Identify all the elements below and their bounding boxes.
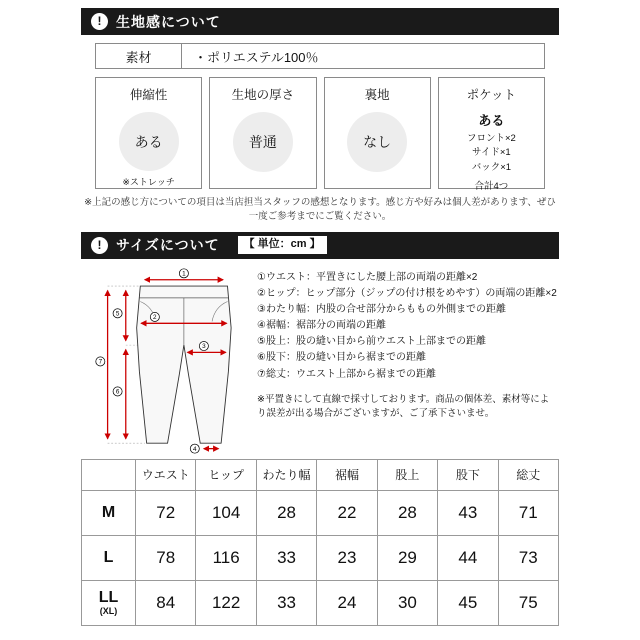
spec-value: なし bbox=[363, 134, 392, 150]
spec-value-circle bbox=[347, 112, 407, 172]
size-table bbox=[81, 459, 559, 626]
spec-note: ※ストレッチ bbox=[122, 177, 175, 187]
size-label-text: L bbox=[103, 548, 114, 566]
size-column-header: ヒップ bbox=[196, 459, 256, 490]
size-diagram-area bbox=[81, 259, 559, 457]
size-column-header: 股上 bbox=[377, 459, 437, 490]
size-section-header bbox=[81, 232, 559, 259]
size-value-cell: 29 bbox=[377, 535, 437, 580]
measure-legend-line: ④裾幅：裾部分の両端の距離 bbox=[257, 320, 386, 332]
size-value-cell: 33 bbox=[256, 535, 316, 580]
unit-badge: 【 単位：cm 】 bbox=[238, 236, 327, 253]
size-value-cell: 122 bbox=[196, 580, 256, 625]
measure-legend-list bbox=[257, 270, 557, 383]
material-value: ・ポリエステル100％ bbox=[194, 49, 319, 65]
size-value-cell: 24 bbox=[317, 580, 377, 625]
svg-text:2: 2 bbox=[153, 313, 157, 321]
spec-boxes bbox=[95, 77, 545, 192]
diagram-label-thigh bbox=[199, 341, 208, 350]
material-table bbox=[95, 43, 545, 69]
pocket-detail-line: フロント×2 bbox=[466, 133, 516, 144]
svg-text:4: 4 bbox=[193, 445, 197, 453]
product-info-page bbox=[81, 0, 559, 626]
measure-legend bbox=[257, 267, 559, 455]
size-table-row bbox=[82, 535, 559, 580]
pocket-detail-line: サイド×1 bbox=[472, 147, 511, 159]
size-table-corner-cell bbox=[82, 459, 136, 490]
spec-title: ポケット bbox=[466, 88, 517, 102]
size-column-header: ウエスト bbox=[136, 459, 196, 490]
measure-legend-line: ⑥股下：股の縫い目から裾までの距離 bbox=[257, 352, 426, 364]
size-value-cell: 33 bbox=[256, 580, 316, 625]
diagram-label-rise bbox=[113, 308, 122, 317]
pocket-detail-line: バック×1 bbox=[471, 161, 512, 173]
size-label-text: LL bbox=[98, 588, 119, 606]
size-value-cell: 28 bbox=[256, 490, 316, 535]
size-column-header: わたり幅 bbox=[256, 459, 316, 490]
spec-value-circle bbox=[119, 112, 179, 171]
pocket-details bbox=[467, 132, 516, 175]
size-column-header: 裾幅 bbox=[317, 459, 377, 490]
diagram-label-hem bbox=[190, 444, 199, 453]
spec-box-stretch bbox=[95, 77, 202, 189]
spec-value: ある bbox=[134, 133, 163, 150]
pocket-value: ある bbox=[478, 113, 505, 128]
size-column-header: 総丈 bbox=[498, 459, 558, 490]
pocket-total: 合計4つ bbox=[474, 180, 509, 192]
svg-text:6: 6 bbox=[115, 388, 120, 396]
size-value-cell: 104 bbox=[196, 490, 256, 535]
size-value-cell: 30 bbox=[377, 580, 437, 625]
size-table-row bbox=[82, 490, 559, 535]
size-section bbox=[81, 232, 559, 626]
measure-legend-line: ⑦総丈：ウエスト上部から裾までの距離 bbox=[257, 368, 436, 380]
svg-text:5: 5 bbox=[115, 310, 120, 318]
size-label-text: M bbox=[101, 503, 116, 521]
diagram-label-hip bbox=[150, 312, 159, 321]
spec-box-lining bbox=[324, 77, 431, 189]
size-value-cell: 84 bbox=[136, 580, 196, 625]
size-column-header: 股下 bbox=[438, 459, 498, 490]
diagram-label-waist bbox=[179, 268, 188, 277]
measure-legend-line: ①ウエスト：平置きにした腰上部の両端の距離×2 bbox=[257, 271, 478, 283]
spec-title: 伸縮性 bbox=[129, 88, 168, 102]
size-table-row bbox=[82, 580, 559, 625]
size-value-cell: 22 bbox=[317, 490, 377, 535]
size-value-cell: 28 bbox=[377, 490, 437, 535]
material-label: 素材 bbox=[96, 44, 182, 68]
measure-note: ※平置きにして直線で採寸しております。商品の個体差、素材等により誤差が出る場合がございますが、ご了承下さいませ。 bbox=[257, 393, 550, 420]
spec-box-thickness bbox=[209, 77, 316, 189]
diagram-label-inseam bbox=[113, 386, 122, 395]
fabric-section-title: 生地感について bbox=[116, 13, 221, 30]
fabric-section bbox=[81, 8, 559, 224]
spec-title: 裏地 bbox=[364, 88, 390, 102]
measure-legend-line: ②ヒップ：ヒップ部分（ジップの付け根をめやす）の両端の距離×2 bbox=[257, 287, 557, 299]
size-value-cell: 72 bbox=[136, 490, 196, 535]
size-value-cell: 78 bbox=[136, 535, 196, 580]
size-section-title: サイズについて bbox=[116, 237, 220, 254]
size-row-label bbox=[82, 490, 136, 535]
fabric-section-header bbox=[81, 8, 559, 35]
size-value-cell: 45 bbox=[438, 580, 498, 625]
measure-legend-line: ③わたり幅：内股の合せ部分からももの外側までの距離 bbox=[257, 303, 506, 315]
size-value-cell: 71 bbox=[498, 490, 558, 535]
exclamation-icon: ! bbox=[91, 237, 108, 254]
exclamation-icon: ! bbox=[91, 13, 108, 30]
size-value-cell: 23 bbox=[317, 535, 377, 580]
spec-value-circle bbox=[233, 112, 293, 172]
size-value-cell: 73 bbox=[498, 535, 558, 580]
spec-box-pocket bbox=[438, 77, 545, 192]
diagram-label-total bbox=[96, 356, 105, 365]
size-row-label bbox=[82, 535, 136, 580]
size-value-cell: 43 bbox=[438, 490, 498, 535]
size-value-cell: 116 bbox=[196, 535, 256, 580]
size-row-label bbox=[82, 580, 136, 625]
pants-measurement-diagram bbox=[93, 267, 243, 455]
size-value-cell: 75 bbox=[498, 580, 558, 625]
size-table-header-row bbox=[82, 459, 559, 490]
spec-title: 生地の厚さ bbox=[231, 88, 295, 102]
svg-text:1: 1 bbox=[182, 270, 186, 278]
spec-value: 普通 bbox=[248, 134, 277, 150]
svg-text:7: 7 bbox=[98, 358, 103, 366]
measure-legend-line: ⑤股上：股の縫い目から前ウエスト上部までの距離 bbox=[257, 336, 486, 348]
svg-text:3: 3 bbox=[202, 342, 206, 350]
size-label-sub: (XL) bbox=[99, 605, 118, 616]
fabric-disclaimer: ※上記の感じ方についての項目は当店担当スタッフの感想となります。感じ方や好みは個人差があります、ぜひ一度ご参考までにご覧ください。 bbox=[84, 197, 556, 222]
size-value-cell: 44 bbox=[438, 535, 498, 580]
